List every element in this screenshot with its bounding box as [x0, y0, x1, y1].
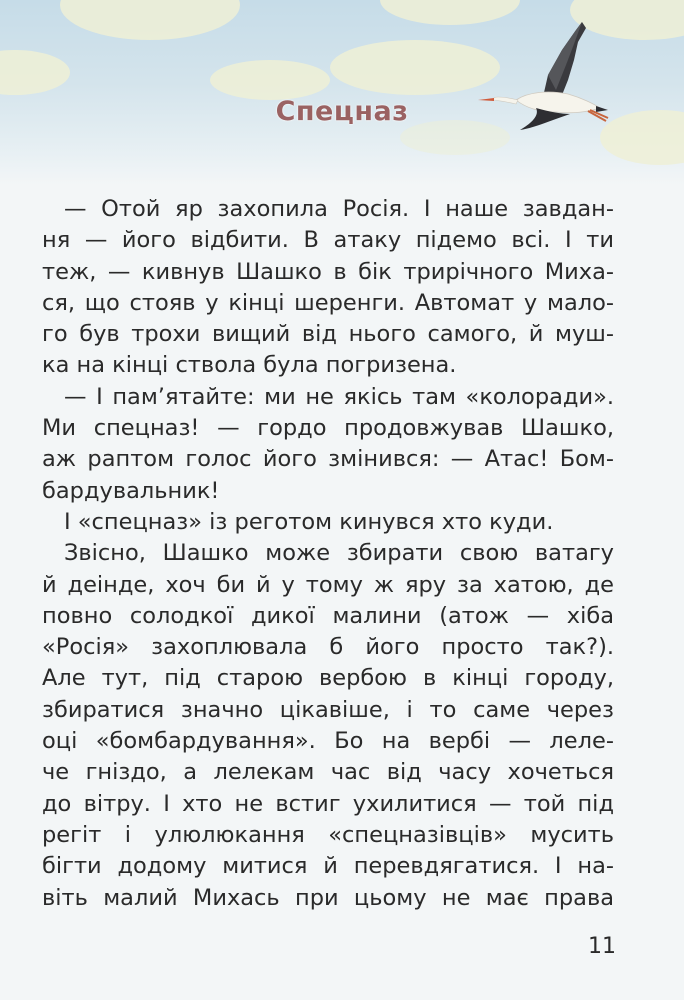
- text-line: — Отой яр захопила Росія. І наше завдан-: [64, 196, 614, 222]
- text-line: аж раптом голос його змінився: — Атас! Бом-: [42, 446, 614, 473]
- text-line: Ми спецназ! — гордо продовжував Шашко,: [42, 415, 614, 442]
- text-line: — І пам’ятайте: ми не якісь там «колоради».: [64, 383, 614, 410]
- text-line: че гніздо, а лелекам час від часу хочеться: [42, 759, 614, 786]
- text-line: збиратися значно цікавіше, і то саме через: [42, 696, 614, 723]
- text-line: до вітру. І хто не встиг ухилитися — той під: [42, 790, 614, 817]
- text-line: бігти додому митися й перевдягатися. І на-: [42, 853, 614, 880]
- text-line: віть малий Михась при цьому не має права: [42, 884, 614, 911]
- text-line: регіт і улюлюкання «спецназівців» мусить: [42, 821, 614, 848]
- cloud: [330, 40, 500, 95]
- text-line: оці «бомбардування». Бо на вербі — леле-: [42, 728, 614, 755]
- cloud: [60, 0, 240, 40]
- cloud: [0, 50, 70, 95]
- text-line: ка на кінці ствола була погризена.: [42, 352, 457, 379]
- text-line: «Росія» захоплювала б його просто так?).: [42, 634, 614, 661]
- text-line: повно солодкої дикої малини (атож — хіба: [42, 602, 614, 629]
- chapter-title: Спецназ: [275, 96, 409, 127]
- text-line: І «спецназ» із реготом кинувся хто куди.: [64, 508, 554, 535]
- text-line: го був трохи вищий від нього самого, й муш-: [42, 321, 614, 348]
- text-line: теж, — кивнув Шашко в бік трирічного Миха-: [42, 258, 614, 285]
- text-line: й деінде, хоч би й у тому ж яру за хатою, де: [42, 571, 614, 598]
- text-line: Але тут, під старою вербою в кінці городу,: [42, 665, 614, 692]
- text-line: ня — його відбити. В атаку підемо всі. І ти: [42, 227, 614, 254]
- text-line: ся, що стояв у кінці шеренги. Автомат у мало-: [42, 289, 614, 316]
- page-number: 11: [588, 934, 616, 959]
- text-line: Звісно, Шашко може збирати свою ватагу: [64, 540, 614, 567]
- text-line: бардувальник!: [42, 477, 220, 504]
- cloud: [210, 60, 330, 100]
- body-text: [42, 194, 614, 914]
